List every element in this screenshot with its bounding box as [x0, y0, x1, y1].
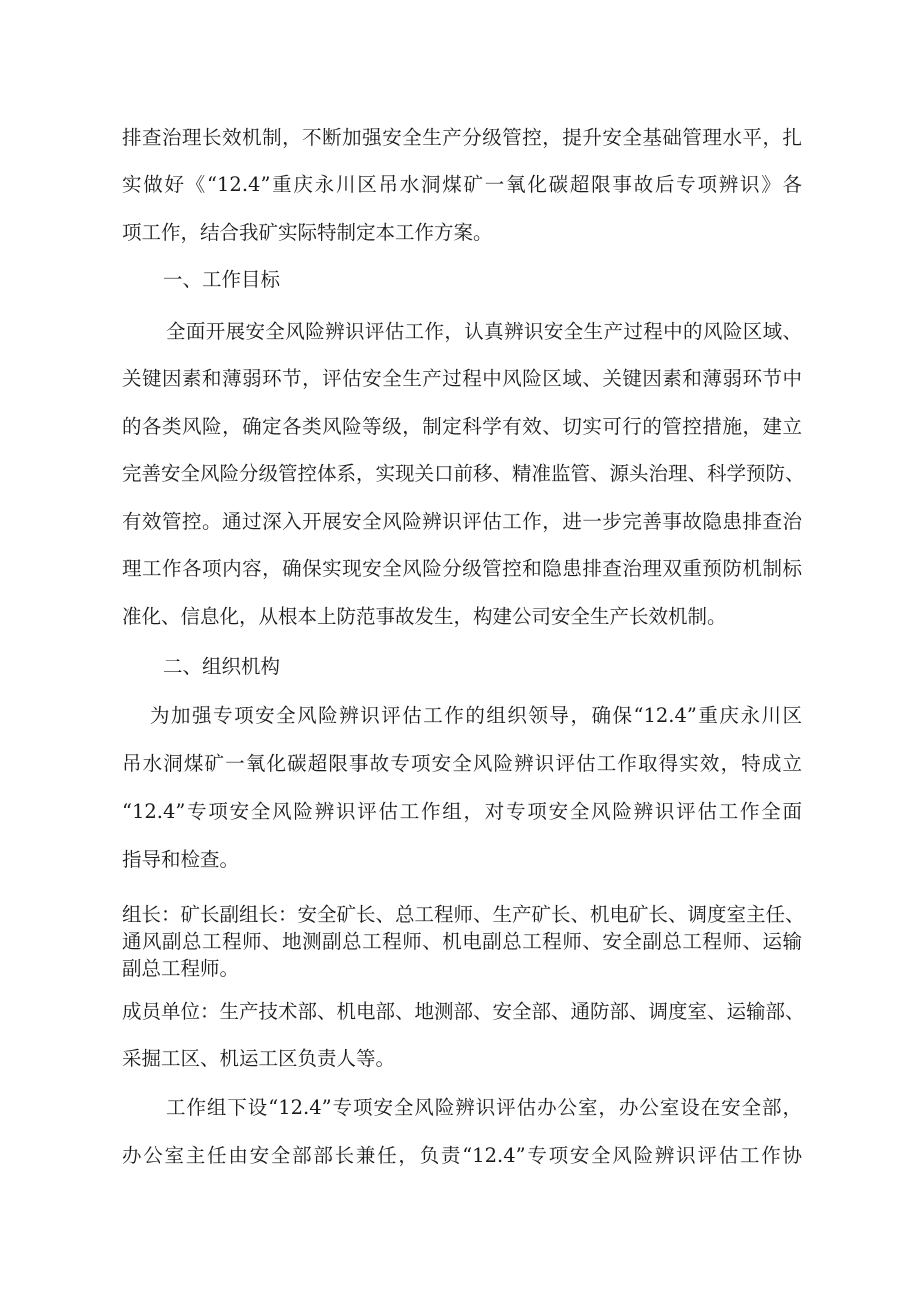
section1-line-5: 有效管控。通过深入开展安全风险辨识评估工作，进一步完善事故隐患排查治	[122, 510, 802, 533]
section1-line-4: 完善安全风险分级管控体系，实现关口前移、精准监管、源头治理、科学预防、	[122, 462, 805, 485]
section2-line-2: 吊水洞煤矿一氧化碳超限事故专项安全风险辨识评估工作取得实效，特成立	[122, 752, 802, 775]
intro-line-1: 排查治理长效机制，不断加强安全生产分级管控，提升安全基础管理水平，扎	[122, 126, 802, 149]
section1-heading: 一、工作目标	[163, 268, 281, 291]
section1-line-3: 的各类风险，确定各类风险等级，制定科学有效、切实可行的管控措施，建立	[122, 415, 802, 438]
members-line-1: 成员单位：生产技术部、机电部、地测部、安全部、通防部、调度室、运输部、	[122, 1000, 805, 1023]
section2-heading: 二、组织机构	[163, 655, 281, 678]
section2-line-3: “12.4”专项安全风险辨识评估工作组，对专项安全风险辨识评估工作全面	[122, 800, 802, 823]
leaders-line-3: 副总工程师。	[122, 957, 240, 980]
section2-line-4: 指导和检查。	[122, 848, 240, 871]
section1-line-7: 准化、信息化，从根本上防范事故发生，构建公司安全生产长效机制。	[122, 605, 727, 628]
members-line-2: 采掘工区、机运工区负责人等。	[122, 1047, 396, 1070]
section1-line-6: 理工作各项内容，确保实现安全风险分级管控和隐患排查治理双重预防机制标	[122, 557, 802, 580]
leaders-line-2: 通风副总工程师、地测副总工程师、机电副总工程师、安全副总工程师、运输	[122, 930, 802, 953]
section1-line-2: 关键因素和薄弱环节，评估安全生产过程中风险区域、关键因素和薄弱环节中	[122, 367, 802, 390]
intro-line-2: 实做好《“12.4”重庆永川区吊水洞煤矿一氧化碳超限事故后专项辨识》各	[122, 173, 802, 196]
office-line-2: 办公室主任由安全部部长兼任，负责“12.4”专项安全风险辨识评估工作协	[122, 1144, 802, 1167]
section1-line-1: 全面开展安全风险辨识评估工作，认真辨识安全生产过程中的风险区域、	[166, 320, 802, 343]
section2-line-1: 为加强专项安全风险辨识评估工作的组织领导，确保“12.4”重庆永川区	[150, 704, 802, 727]
intro-line-3: 项工作，结合我矿实际特制定本工作方案。	[122, 221, 493, 244]
leaders-line-1: 组长：矿长副组长：安全矿长、总工程师、生产矿长、机电矿长、调度室主任、	[122, 903, 805, 926]
office-line-1: 工作组下设“12.4”专项安全风险辨识评估办公室，办公室设在安全部，	[166, 1096, 802, 1119]
